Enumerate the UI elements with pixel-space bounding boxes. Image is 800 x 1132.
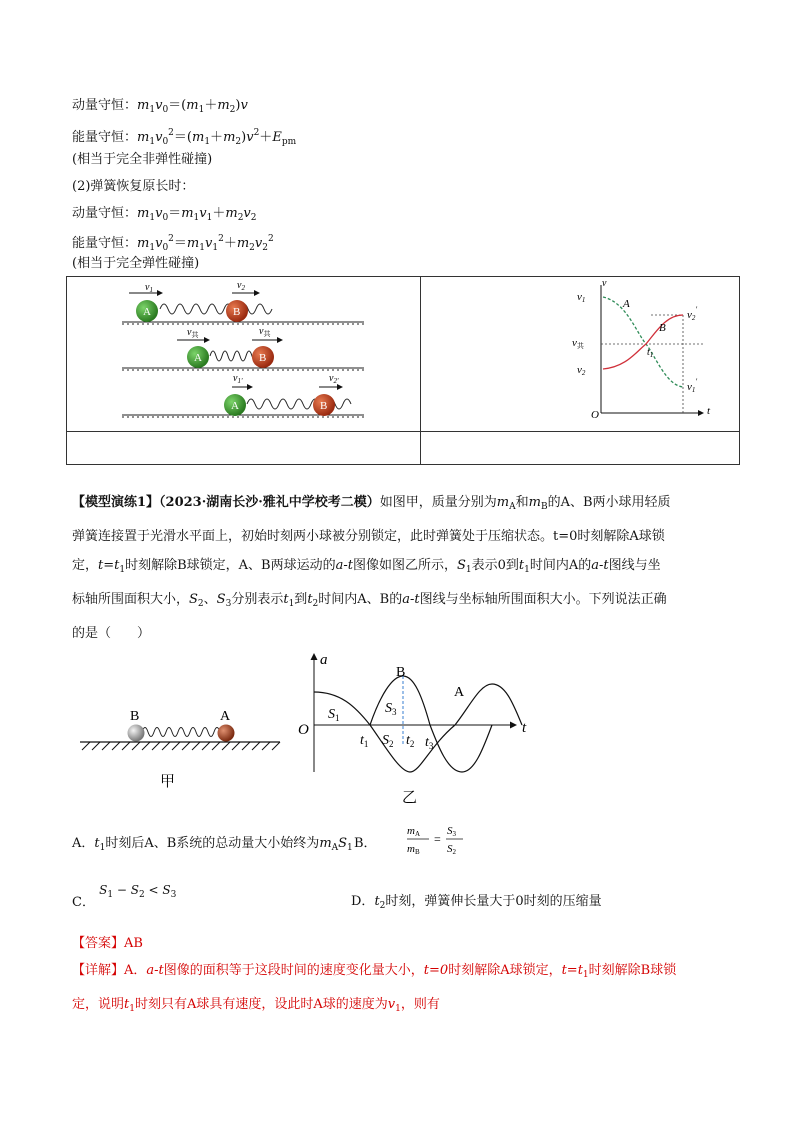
option-d[interactable]: D．$t_2$时刻，弹簧伸长量大于0时刻的压缩量 [351,894,602,911]
answer-label: 【答案】AB [72,936,143,951]
label-t3-yi: $t_3$ [425,735,434,751]
axis-a-label: a [320,652,328,668]
label-v2p-axis: v2' [687,305,698,322]
ball-a-jia [218,725,235,742]
label-s3: $S_3$ [385,701,397,717]
spring-3 [247,399,351,409]
label-v1: $v_1$ [145,282,153,294]
svg-text:A: A [194,352,202,364]
problem-line-2: 弹簧连接置于光滑水平面上，初始时刻两小球被分别锁定，此时弹簧处于压缩状态。t=0时刻解除A球锁 [72,529,665,544]
label-t2-yi: $t_2$ [406,733,415,749]
svg-text:A: A [143,306,151,318]
ground-hatching [82,742,280,750]
detail-line-1: 【详解】A．a-t图像的面积等于这段时间的速度变化量大小，t=0时刻解除A球锁定，$t=t_1$时刻解除B球锁 [72,963,677,980]
curve-b-yi [370,676,492,772]
label-v1p-axis: v1' [687,377,698,394]
problem-line-3: 定，$t=t_1$时刻解除B球锁定，A、B两球运动的a-t图像如图乙所示，$S_1$表示0到$t_1$时间内A的a-t图线与坐 [72,558,661,575]
svg-text:S3: S3 [447,825,456,838]
problem-line-5: 的是（ ） [72,626,151,641]
axis-v-label: v [602,278,607,289]
spring-jia [142,728,226,737]
ball-b-jia [128,725,145,742]
origin-label: O [591,409,599,421]
svg-text:=: = [434,832,441,846]
option-b-label[interactable]: B． [354,836,377,851]
svg-text:B: B [233,306,241,318]
label-t1: $t_1$ [647,347,654,359]
svg-text:B: B [320,400,328,412]
svg-text:mA: mA [407,825,421,838]
label-v1-axis: v1 [577,291,586,304]
problem-line-4: 标轴所围面积大小，$S_2$、$S_3$分别表示$t_1$到$t_2$时间内A、B的a-t图线与坐标轴所围面积大小。下列说法正确 [72,592,667,609]
spring-1 [160,304,272,314]
label-vgong-1: $v_共$ [187,327,199,339]
option-a[interactable]: A．$t_1$时刻后A、B系统的总动量大小始终为$m_AS_1$ [72,836,353,853]
case-2-heading: (2)弹簧恢复原长时： [72,179,195,194]
figure-jia-yi [70,646,630,806]
label-curve-a: A [623,298,630,310]
label-v2-axis: v2 [577,364,586,377]
axis-t-label: t [707,405,711,417]
curve-b [603,315,683,369]
origin-label-yi: O [298,722,309,738]
label-vgong-2: $v_共$ [259,326,271,338]
curve-a [603,297,683,387]
answer-detail [72,956,732,1024]
label-jia: 甲 [160,774,176,790]
label-v2: $v_2$ [237,280,245,292]
option-c[interactable]: C． $S_1 - S_2 < S_3$ [72,883,177,910]
label-s1: $S_1$ [328,707,340,723]
label-curve-b-yi: B [396,665,406,680]
label-curve-a-yi: A [454,685,465,700]
problem-statement [72,488,732,648]
label-s2: $S_2$ [382,733,394,749]
detail-line-2: 定，说明$t_1$时刻只有A球具有速度，设此时A球的速度为$v_1$，则有 [72,997,440,1014]
figure-table [66,276,740,465]
spring-collision-figure [67,277,420,431]
label-ball-a: A [220,709,231,724]
label-v1p: $v_{1'}$ [233,373,243,385]
energy-line-2: 能量守恒：$m_1v_0^2=m_1v_1^2+m_2v_2^2$ [72,234,274,253]
note-inelastic: (相当于完全非弹性碰撞) [72,152,213,167]
label-ball-b: B [130,709,140,724]
momentum-line-1: 动量守恒：$m_1v_0=(m_1+m_2)v$ [72,98,248,115]
label-t1-yi: $t_1$ [360,733,369,749]
momentum-line-2: 动量守恒：$m_1v_0=m_1v_1+m_2v_2$ [72,206,257,223]
label-curve-b: B [659,322,666,334]
label-vgong-axis: v共 [572,337,584,350]
option-c-formula: $S_1 - S_2 < S_3$ [99,883,177,900]
svg-text:S2: S2 [447,843,456,856]
label-v2p: $v_{2'}$ [329,373,339,385]
problem-line-1: 【模型演练1】（2023·湖南长沙·雅礼中学校考二模）如图甲，质量分别为$m_A$和$m_B$的A、B两小球用轻质 [72,495,671,512]
svg-text:mB: mB [407,843,420,856]
energy-line-1: 能量守恒：$m_1v_0^2=(m_1+m_2)v^2+E_{pm}$ [72,128,297,147]
option-b-formula[interactable] [405,818,475,862]
axis-t-label-yi: t [522,720,527,736]
svg-text:B: B [259,352,267,364]
note-elastic: (相当于完全弹性碰撞) [72,256,200,271]
svg-text:A: A [231,400,239,412]
table-divider-horizontal [67,431,739,432]
velocity-time-graph [421,277,741,431]
label-yi: 乙 [402,790,418,806]
